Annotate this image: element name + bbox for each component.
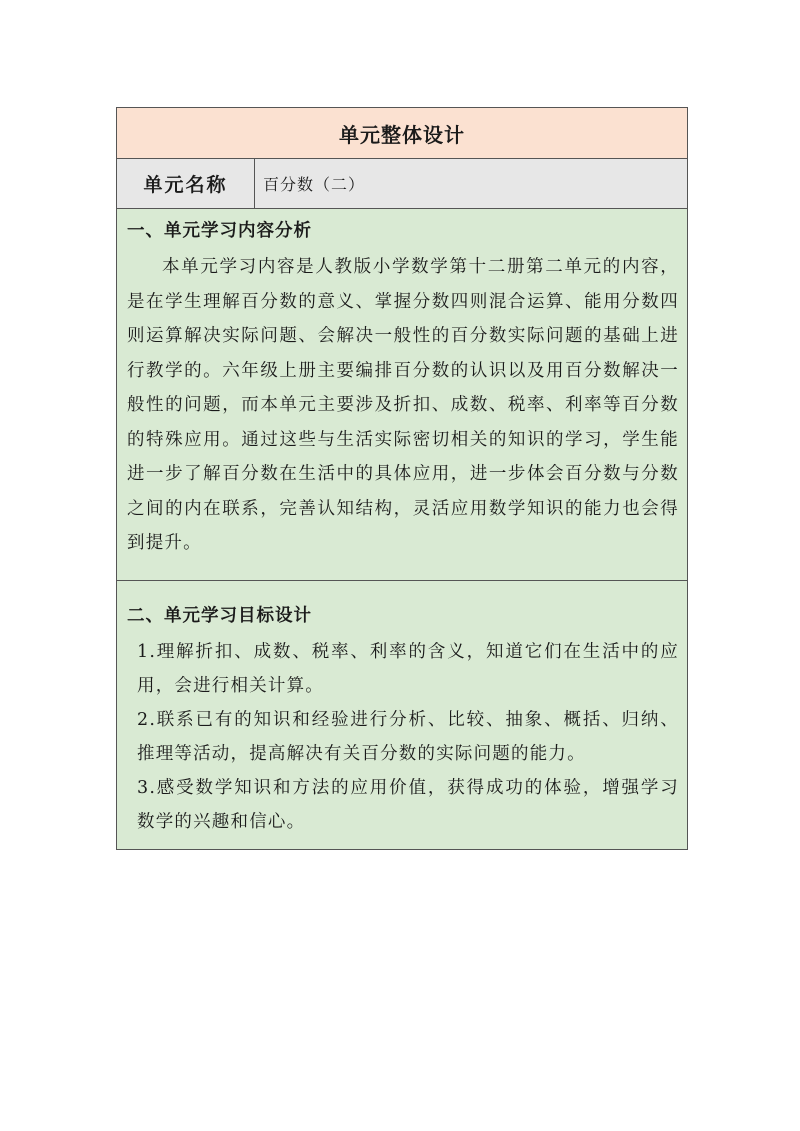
unit-design-table [116, 107, 688, 850]
learning-goal-item: 2.联系已有的知识和经验进行分析、比较、抽象、概括、归纳、推理等活动，提高解决有关百分数的实际问题的能力。 [137, 710, 679, 764]
content-analysis-heading: 一、单元学习内容分析 [127, 221, 312, 241]
content-analysis-section [117, 209, 687, 581]
learning-goal-item: 3.感受数学知识和方法的应用价值，获得成功的体验，增强学习数学的兴趣和信心。 [137, 778, 679, 832]
learning-goals-section [117, 581, 687, 849]
unit-name-label: 单元名称 [117, 159, 255, 208]
unit-name-value: 百分数（二） [263, 175, 366, 194]
table-title: 单元整体设计 [117, 108, 687, 159]
learning-goal-item: 1.理解折扣、成数、税率、利率的含义，知道它们在生活中的应用，会进行相关计算。 [137, 642, 679, 696]
unit-name-row [117, 159, 687, 209]
learning-goals-heading: 二、单元学习目标设计 [127, 606, 312, 626]
content-analysis-paragraph: 本单元学习内容是人教版小学数学第十二册第二单元的内容，是在学生理解百分数的意义、掌握分数四则混合运算、能用分数四则运算解决实际问题、会解决一般性的百分数实际问题的基础上进行教学的。六年级上册主要编排百分数的认识以及用百分数解决一般性的问题，而本单元主要涉及折扣、成数、税率、利率等百分数的特殊应用。通过这些与生活实际密切相关的知识的学习，学生能进一步了解百分数在生活中的具体应用，进一步体会百分数与分数之间的内在联系，完善认知结构，灵活应用数学知识的能力也会得到提升。 [127, 257, 679, 553]
